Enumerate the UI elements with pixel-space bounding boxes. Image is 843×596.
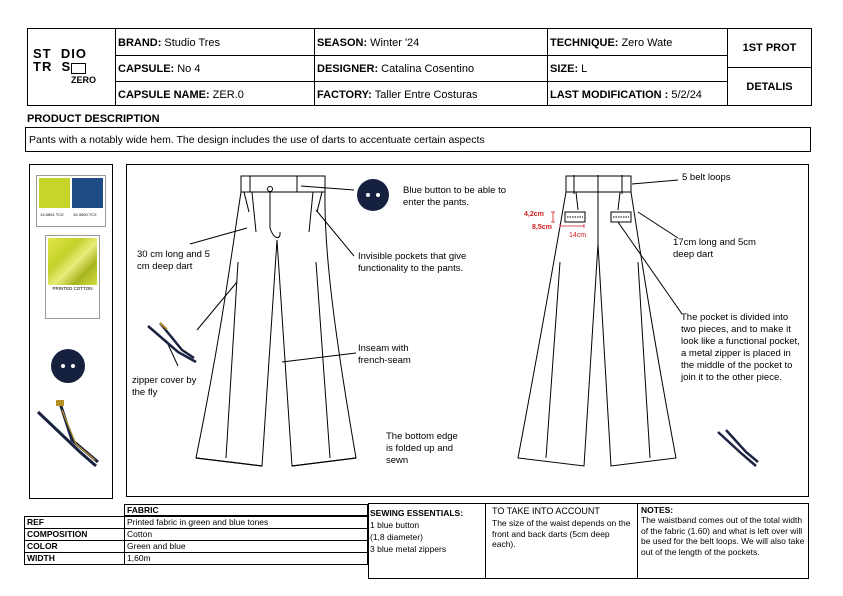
designer-value: Catalina Cosentino (381, 62, 475, 75)
details-label: DETALIS (746, 81, 793, 93)
sewing-line: (1,8 diameter) (370, 532, 423, 542)
swatch-card (36, 175, 106, 227)
brand-logo (33, 46, 111, 86)
fabric-row-value: Printed fabric in green and blue tones (127, 517, 269, 527)
size-value: L (581, 62, 588, 75)
annotation-front-dart: 30 cm long and 5 cm deep dart (137, 249, 210, 272)
capsule-name-value: ZER.0 (212, 88, 244, 101)
brand-value: Studio Tres (164, 36, 221, 49)
fabric-row-label: COLOR (27, 541, 58, 551)
last-mod-value: 5/2/24 (671, 88, 702, 101)
measure-14: 14cm (569, 232, 587, 239)
fabric-row-label: WIDTH (27, 553, 55, 563)
take-into-account-text: The size of the waist depends on the front and back darts (5cm deep each). (492, 518, 631, 549)
factory-cell: FACTORY: Taller Entre Costuras (317, 88, 478, 101)
annotation-pocket: The pocket is divided into two pieces, and to make it look like a functional pocket, a metal zipper is placed in the middle of the pocket to join it to the other piece. (681, 312, 800, 383)
measure-8-5: 8,5cm (532, 224, 552, 231)
size-cell: SIZE: L (550, 62, 588, 75)
season-cell: SEASON: Winter '24 (317, 36, 420, 49)
season-value: Winter '24 (370, 36, 420, 49)
annotation-inseam: Inseam with french-seam (358, 343, 411, 366)
technique-value: Zero Wate (621, 36, 673, 49)
sewing-title: SEWING ESSENTIALS: (370, 508, 464, 518)
product-description-text: Pants with a notably wide hem. The design includes the use of darts to accentuate certain aspects (29, 134, 485, 146)
sewing-line: 1 blue button (370, 520, 420, 530)
logo-line3: ZERO (71, 75, 97, 85)
green-code: 13-0651 TCX (40, 212, 64, 217)
fabric-header-label: FABRIC (127, 505, 159, 515)
measure-4-2: 4,2cm (524, 211, 544, 218)
capsule-name-cell: CAPSULE NAME: ZER.0 (118, 88, 244, 101)
printed-fabric-card (45, 235, 100, 319)
fabric-row-value: 1,60m (127, 553, 151, 563)
logo-line1: ST DIO (33, 46, 87, 61)
notes-title: NOTES: (641, 505, 674, 515)
factory-value: Taller Entre Costuras (374, 88, 478, 101)
capsule-cell: CAPSULE: No 4 (118, 62, 201, 75)
capsule-value: No 4 (177, 62, 201, 75)
technique-cell: TECHNIQUE: Zero Wate (550, 36, 673, 49)
blue-code: 19-3900 TCX (73, 212, 97, 217)
sewing-line: 3 blue metal zippers (370, 544, 447, 554)
annotation-belt-loops: 5 belt loops (682, 172, 731, 183)
brand-cell: BRAND: Studio Tres (118, 36, 221, 49)
logo-box-icon (71, 63, 86, 74)
annotation-zipper-fly: zipper cover by the fly (132, 375, 197, 398)
fabric-row-value: Cotton (127, 529, 153, 539)
designer-cell: DESIGNER: Catalina Cosentino (317, 62, 475, 75)
fabric-row-value: Green and blue (127, 541, 186, 551)
logo-line2: TR S (33, 59, 72, 74)
annotation-blue-button: Blue button to be able to enter the pants. (403, 185, 506, 208)
notes-text: The waistband comes out of the total width of the fabric (1.60) and what is left over will be used for the belt loops. We will also take out of the length of the pockets. (641, 515, 805, 557)
annotation-back-dart: 17cm long and 5cm deep dart (673, 237, 756, 260)
annotation-bottom-edge: The bottom edge is folded up and sewn (386, 431, 458, 466)
last-mod-cell: LAST MODIFICATION : 5/2/24 (550, 88, 702, 101)
take-into-account-title: TO TAKE INTO ACCOUNT (492, 506, 600, 516)
printed-fabric-label: PRINTED COTTON (52, 286, 93, 291)
product-description-title: PRODUCT DESCRIPTION (27, 113, 160, 125)
annotation-invisible-pockets: Invisible pockets that give functionality to the pants. (358, 251, 467, 274)
fabric-row-label: REF (27, 517, 44, 527)
proto-label: 1ST PROT (742, 41, 797, 54)
blue-swatch (72, 178, 103, 208)
fabric-table-header (124, 504, 368, 516)
green-swatch (39, 178, 70, 208)
fabric-row-label: COMPOSITION (27, 529, 88, 539)
printed-fabric-swatch (48, 238, 97, 285)
